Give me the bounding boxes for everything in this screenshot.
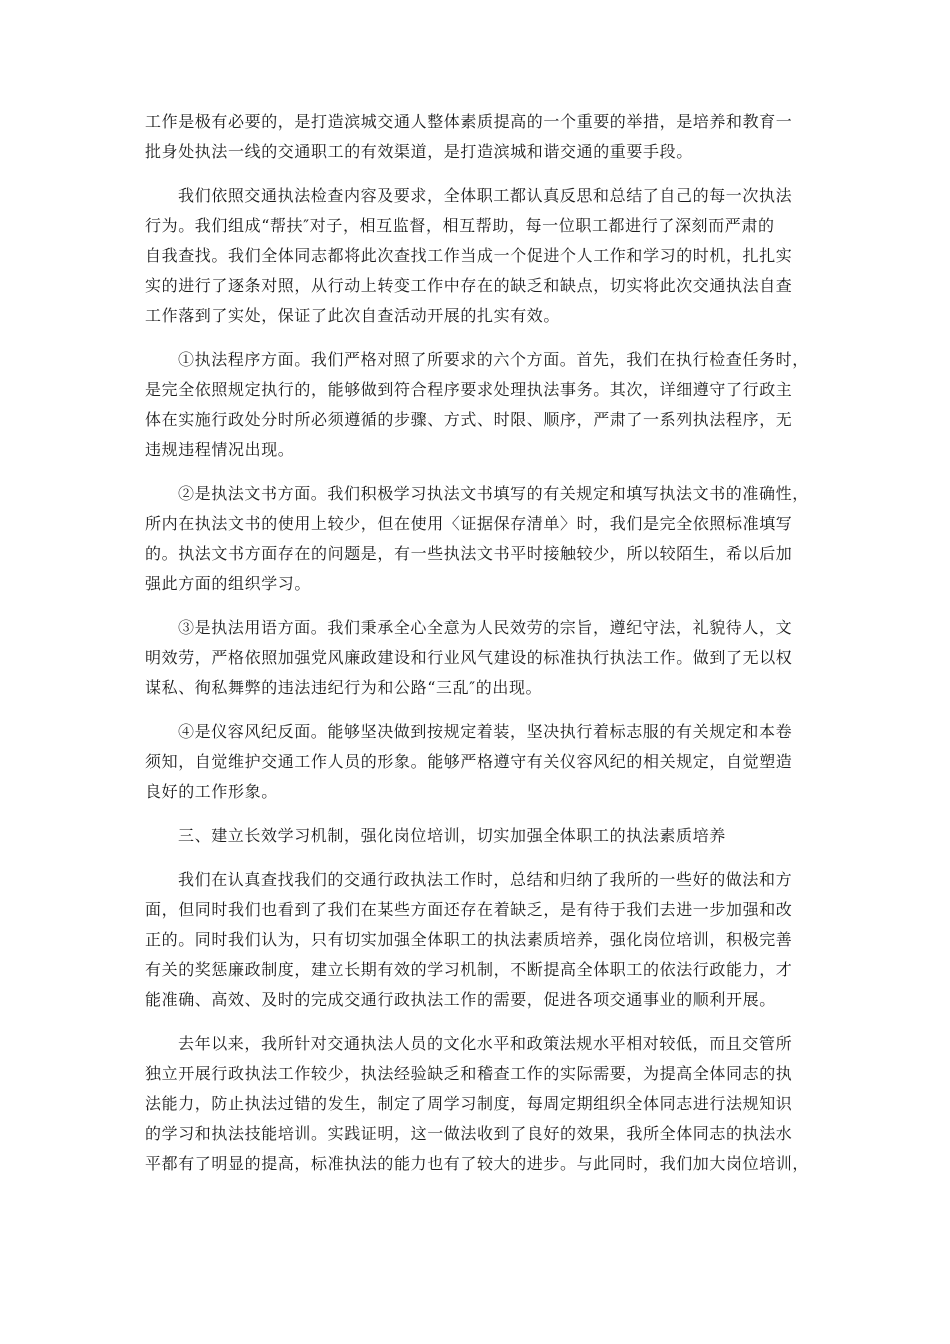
text-line: 明效劳，严格依照加强党风廉政建设和行业风气建设的标准执行执法工作。做到了无以权 [145, 648, 793, 667]
text-line: 的学习和执法技能培训。实践证明，这一做法收到了良好的效果，我所全体同志的执法水 [145, 1124, 793, 1143]
text-line: 行为。我们组成“帮扶″对子，相互监督，相互帮助，每一位职工都进行了深刻而严肃的 [145, 216, 775, 235]
text-line: 法能力，防止执法过错的发生，制定了周学习制度，每周定期组织全体同志进行法规知识 [145, 1094, 793, 1113]
document-body [145, 107, 810, 1179]
text-line: 面，但同时我们也看到了我们在某些方面还存在着缺乏，是有待于我们去进一步加强和改 [145, 900, 793, 919]
text-line: 正的。同时我们认为，只有切实加强全体职工的执法素质培养，强化岗位培训，积极完善 [145, 930, 793, 949]
text-line: 违规违程情况出现。 [145, 440, 295, 459]
text-line: 的。执法文书方面存在的问题是，有一些执法文书平时接触较少，所以较陌生，希以后加 [145, 544, 793, 563]
text-line: 有关的奖惩廉政制度，建立长期有效的学习机制，不断提高全体职工的依法行政能力，才 [145, 960, 793, 979]
text-line: 体在实施行政处分时所必须遵循的步骤、方式、时限、顺序，严肃了一系列执法程序，无 [145, 410, 793, 429]
document-page [145, 107, 810, 1193]
text-line: 良好的工作形象。 [145, 782, 278, 801]
paragraph [145, 345, 807, 465]
paragraph [145, 479, 807, 599]
text-line: 自我查找。我们全体同志都将此次查找工作当成一个促进个人工作和学习的时机，扎扎实 [145, 246, 793, 265]
paragraph [145, 717, 807, 807]
text-line: 是完全依照规定执行的，能够做到符合程序要求处理执法事务。其次，详细遵守了行政主 [145, 380, 793, 399]
text-line: 我们依照交通执法检查内容及要求，全体职工都认真反思和总结了自己的每一次执法 [178, 186, 793, 205]
text-line: ④是仪容风纪反面。能够坚决做到按规定着装，坚决执行着标志服的有关规定和本卷 [178, 722, 793, 741]
paragraph [145, 181, 807, 331]
text-line: ①执法程序方面。我们严格对照了所要求的六个方面。首先，我们在执行检查任务时， [178, 350, 809, 369]
text-line: 强此方面的组织学习。 [145, 574, 312, 593]
paragraph [145, 865, 807, 1015]
text-line: 工作是极有必要的，是打造滨城交通人整体素质提高的一个重要的举措，是培养和教育一 [145, 112, 793, 131]
text-line: 独立开展行政执法工作较少，执法经验缺乏和稽查工作的实际需要，为提高全体同志的执 [145, 1064, 793, 1083]
paragraph [145, 613, 807, 703]
text-line: 去年以来，我所针对交通执法人员的文化水平和政策法规水平相对较低，而且交管所 [178, 1034, 793, 1053]
text-line: 工作落到了实处，保证了此次自查活动开展的扎实有效。 [145, 306, 561, 325]
text-line: 谋私、徇私舞弊的违法违纪行为和公路“三乱″的出现。 [145, 678, 543, 697]
text-line: ②是执法文书方面。我们积极学习执法文书填写的有关规定和填写执法文书的准确性， [178, 484, 809, 503]
text-line: 我们在认真查找我们的交通行政执法工作时，总结和归纳了我所的一些好的做法和方 [178, 870, 793, 889]
text-line: 平都有了明显的提高，标准执法的能力也有了较大的进步。与此同时，我们加大岗位培训， [145, 1154, 810, 1173]
text-line: 所内在执法文书的使用上较少，但在使用〈证据保存清单〉时，我们是完全依照标准填写 [145, 514, 793, 533]
text-line: ③是执法用语方面。我们秉承全心全意为人民效劳的宗旨，遵纪守法，礼貌待人，文 [178, 618, 793, 637]
paragraph [145, 107, 807, 167]
text-line: 三、建立长效学习机制，强化岗位培训，切实加强全体职工的执法素质培养 [178, 826, 726, 845]
paragraph [145, 821, 807, 851]
paragraph [145, 1029, 810, 1179]
text-line: 能准确、高效、及时的完成交通行政执法工作的需要，促进各项交通事业的顺利开展。 [145, 990, 776, 1009]
text-line: 实的进行了逐条对照，从行动上转变工作中存在的缺乏和缺点，切实将此次交通执法自查 [145, 276, 793, 295]
text-line: 须知，自觉维护交通工作人员的形象。能够严格遵守有关仪容风纪的相关规定，自觉塑造 [145, 752, 793, 771]
text-line: 批身处执法一线的交通职工的有效渠道，是打造滨城和谐交通的重要手段。 [145, 142, 693, 161]
